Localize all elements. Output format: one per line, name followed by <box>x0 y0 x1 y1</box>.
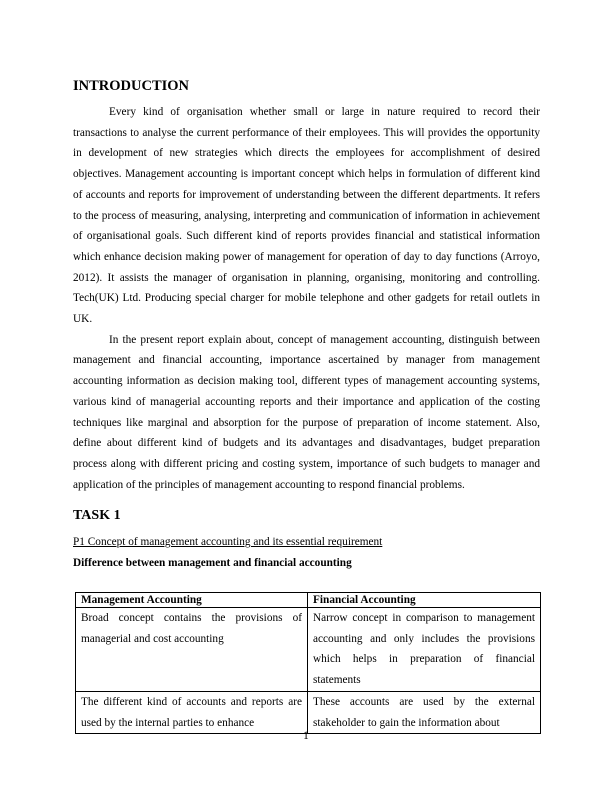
table-cell: These accounts are used by the external stakeholder to gain the information about <box>308 691 541 733</box>
intro-paragraph-2: In the present report explain about, concept of management accounting, distinguish between management and financial accounting, importance ascertained by manager from management accounting information as decision making tool, different types of management accounting systems, various kind of managerial accounting reports and their importance and application of the costing techniques like marginal and absorption for the purpose of preparation of income statement. Also, define about different kind of budgets and its advantages and disadvantages, budget preparation process along with different pricing and costing system, importance of such budgets to manager and application of the principles of management accounting to respond financial problems. <box>73 333 540 491</box>
table-header-row <box>76 593 541 608</box>
task-heading: TASK 1 <box>73 508 121 524</box>
subheading-difference: Difference between management and financial accounting <box>73 557 352 570</box>
intro-paragraph-1: Every kind of organisation whether small or large in nature required to record their transactions to analyse the current performance of their employees. This will provides the opportunity in development of new strategies which directs the employees for accomplishment of desired objectives. Management accounting is important concept which helps in formulation of different kind of accounts and reports for improvement of understanding between the different departments. It refers to the process of measuring, analysing, interpreting and communication of information in achievement of organisational goals. Such different kind of reports provides financial and statistical information which enhance decision making power of management for operation of day to day functions (Arroyo, 2012). It assists the manager of organisation in planning, organising, monitoring and controlling. Tech(UK) Ltd. Producing special charger for mobile telephone and other gadgets for retail outlets in UK. <box>73 106 540 326</box>
table-row <box>76 608 541 692</box>
table-row <box>76 691 541 733</box>
table-cell: The different kind of accounts and reports are used by the internal parties to enhance <box>76 691 308 733</box>
table-header-financial: Financial Accounting <box>308 593 541 608</box>
comparison-table <box>75 592 541 734</box>
table-header-management: Management Accounting <box>76 593 308 608</box>
table-cell: Broad concept contains the provisions of managerial and cost accounting <box>76 608 308 692</box>
subheading-p1: P1 Concept of management accounting and its essential requirement <box>73 536 383 549</box>
introduction-heading: INTRODUCTION <box>73 78 190 94</box>
page-number: 1 <box>303 730 309 742</box>
table-viewport <box>74 590 542 729</box>
document-body <box>73 76 540 571</box>
table-cell: Narrow concept in comparison to management accounting and only includes the provisions which helps in preparation of financial statements <box>308 608 541 692</box>
